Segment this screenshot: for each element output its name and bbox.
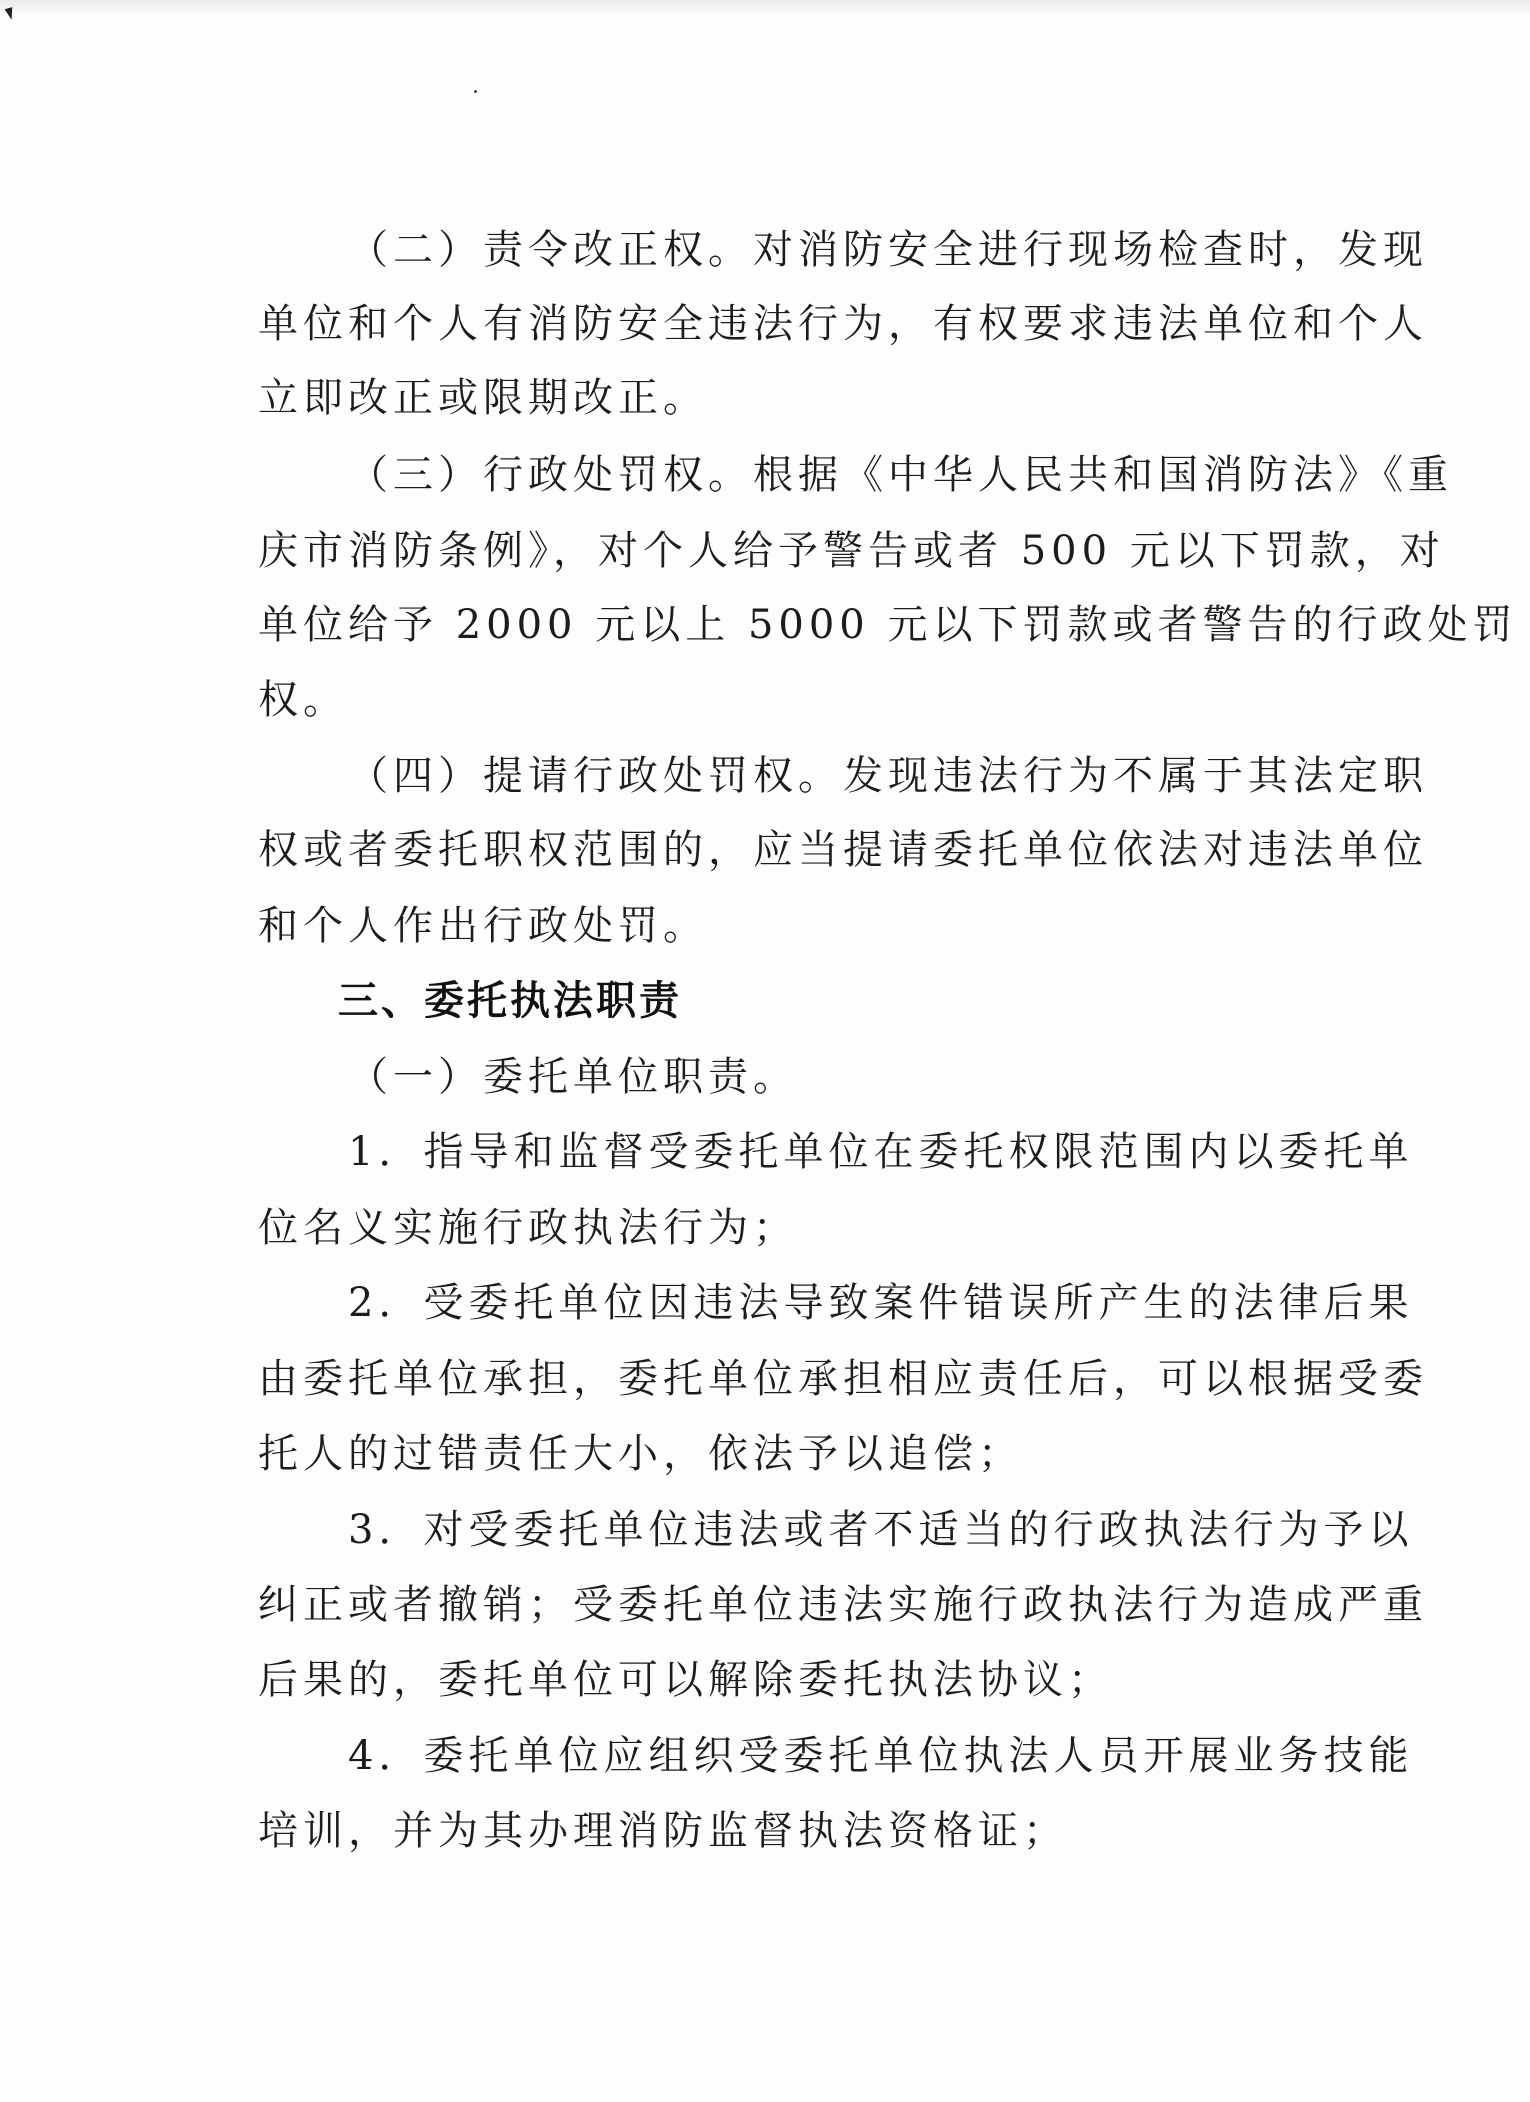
paragraph-line: （四）提请行政处罚权。发现违法行为不属于其法定职 — [348, 753, 1428, 799]
paragraph-line: 庆市消防条例》，对个人给予警告或者 500 元以下罚款，对 — [258, 528, 1445, 574]
paragraph-line: （三）行政处罚权。根据《中华人民共和国消防法》《重 — [348, 452, 1453, 498]
paragraph-line: 权。 — [258, 677, 348, 723]
list-item-line: 后果的，委托单位可以解除委托执法协议； — [258, 1657, 1113, 1703]
list-item-line: 托人的过错责任大小，依法予以追偿； — [258, 1431, 1023, 1477]
list-item-line: 2．受委托单位因违法导致案件错误所产生的法律后果 — [348, 1280, 1414, 1326]
list-item-line: 纠正或者撤销；受委托单位违法实施行政执法行为造成严重 — [258, 1582, 1428, 1628]
paragraph-line: 单位和个人有消防安全违法行为，有权要求违法单位和个人 — [258, 301, 1428, 347]
paragraph-line: 和个人作出行政处罚。 — [258, 903, 708, 949]
list-item-line: 1．指导和监督受委托单位在委托权限范围内以委托单 — [348, 1129, 1414, 1175]
paragraph-line: 立即改正或限期改正。 — [258, 375, 708, 421]
section-heading: 三、委托执法职责 — [338, 978, 682, 1024]
paragraph-line: 权或者委托职权范围的，应当提请委托单位依法对违法单位 — [258, 827, 1428, 873]
list-item-line: 培训，并为其办理消防监督执法资格证； — [258, 1808, 1068, 1854]
list-item-line: 位名义实施行政执法行为； — [258, 1205, 798, 1251]
list-item-line: 4．委托单位应组织受委托单位执法人员开展业务技能 — [348, 1733, 1414, 1779]
list-item-line: 由委托单位承担，委托单位承担相应责任后，可以根据受委 — [258, 1356, 1428, 1402]
subsection-heading: （一）委托单位职责。 — [348, 1054, 798, 1100]
paragraph-line: （二）责令改正权。对消防安全进行现场检查时，发现 — [348, 227, 1428, 273]
list-item-line: 3．对受委托单位违法或者不适当的行政执法行为予以 — [348, 1507, 1414, 1553]
paragraph-line: 单位给予 2000 元以上 5000 元以下罚款或者警告的行政处罚 — [258, 602, 1518, 648]
